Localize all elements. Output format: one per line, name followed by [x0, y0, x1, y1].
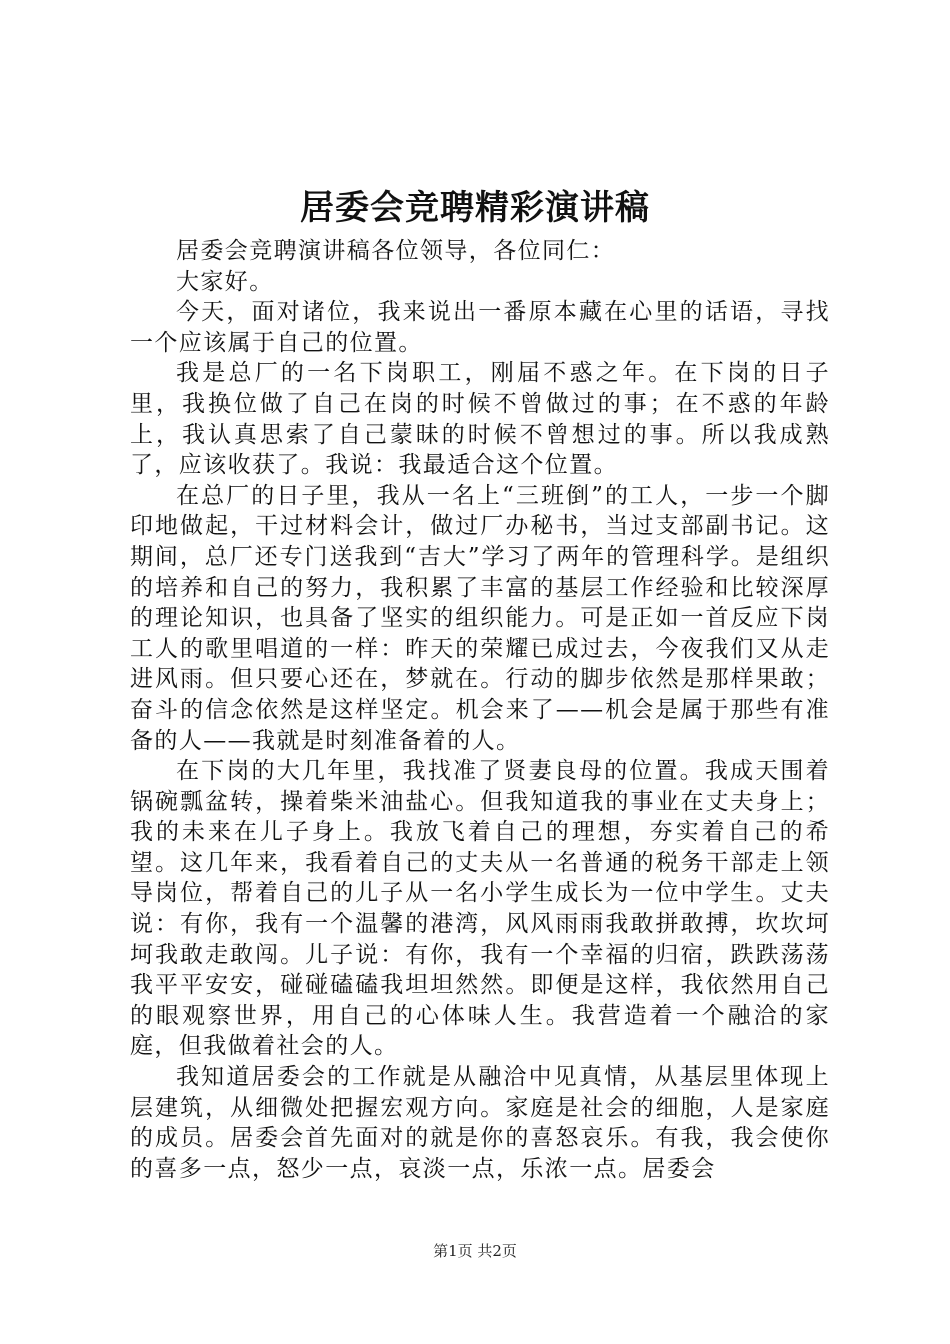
paragraph: 大家好。 — [176, 268, 274, 295]
paragraph: 居委会竞聘演讲稿各位领导，各位同仁： — [176, 238, 616, 264]
paragraph: 在总厂的日子里，我从一名上“三班倒”的工人，一步一个脚印地做起，干过材料会计，做过厂办秘书，当过支部副书记。这期间，总厂还专门送我到“吉大”学习了两年的管理科学。是组织的培养和自己的努力，我积累了丰富的基层工作经验和比较深厚的理论知识，也具备了坚实的组织能力。可是正如一首反应下岗工人的歌里唱道的一样：昨天的荣耀已成过去，今夜我们又从走进风雨。但只要心还在，梦就在。行动的脚步依然是那样果敢；奋斗的信念依然是这样坚定。机会来了——机会是属于那些有准备的人——我就是时刻准备着的人。 — [130, 482, 830, 754]
paragraph: 我是总厂的一名下岗职工，刚届不惑之年。在下岗的日子里，我换位做了自己在岗的时候不曾做过的事；在不惑的年龄上，我认真思索了自己蒙昧的时候不曾想过的事。所以我成熟了，应该收获了。我说：我最适合这个位置。 — [130, 360, 830, 479]
document-body — [130, 236, 830, 1184]
paragraph: 在下岗的大几年里，我找准了贤妻良母的位置。我成天围着锅碗瓢盆转，操着柴米油盐心。但我知道我的事业在丈夫身上；我的未来在儿子身上。我放飞着自己的理想，夯实着自己的希望。这几年来，我看着自己的丈夫从一名普通的税务干部走上领导岗位，帮着自己的儿子从一名小学生成长为一位中学生。丈夫说：有你，我有一个温馨的港湾，风风雨雨我敢拼敢搏，坎坎坷坷我敢走敢闯。儿子说：有你，我有一个幸福的归宿，跌跌荡荡我平平安安，碰碰磕磕我坦坦然然。即便是这样，我依然用自己的眼观察世界，用自己的心体味人生。我营造着一个融洽的家庭，但我做着社会的人。 — [130, 758, 830, 1060]
paragraph: 我知道居委会的工作就是从融洽中见真情，从基层里体现上层建筑，从细微处把握宏观方向。家庭是社会的细胞，人是家庭的成员。居委会首先面对的就是你的喜怒哀乐。有我，我会使你的喜多一点，怒少一点，哀淡一点，乐浓一点。居委会 — [130, 1064, 830, 1182]
document-title: 居委会竞聘精彩演讲稿 — [300, 188, 650, 228]
paragraph: 今天，面对诸位，我来说出一番原本藏在心里的话语，寻找一个应该属于自己的位置。 — [130, 299, 830, 356]
page-number-footer: 第1页 共2页 — [433, 1242, 517, 1260]
